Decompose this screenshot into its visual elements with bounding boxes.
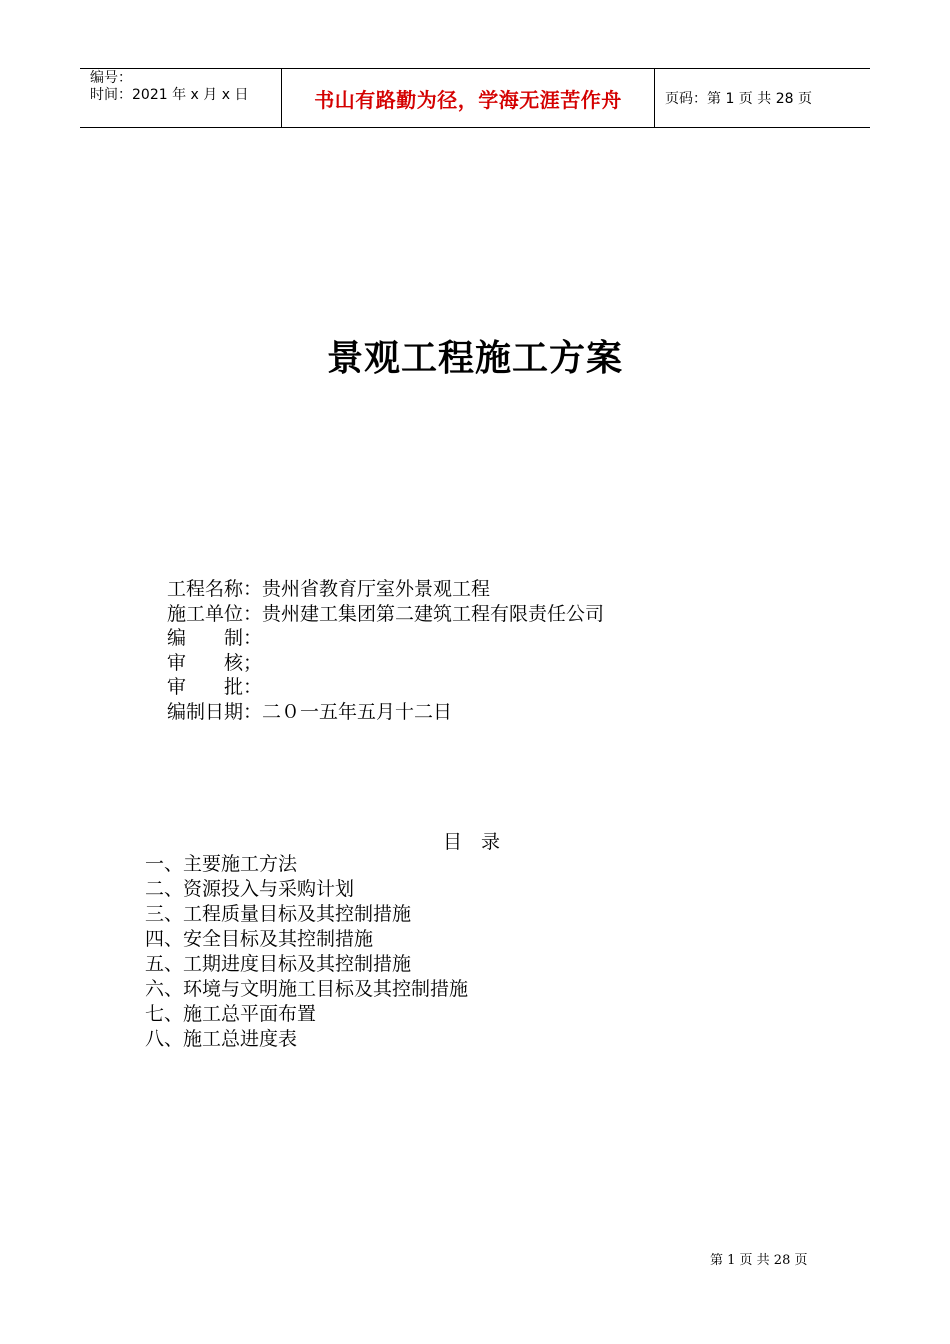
info-construction-unit: 施工单位：贵州建工集团第二建筑工程有限责任公司 [167, 602, 605, 625]
info-project-name: 工程名称：贵州省教育厅室外景观工程 [167, 578, 491, 600]
toc-item[interactable]: 三、工程质量目标及其控制措施 [145, 903, 412, 925]
toc-item[interactable]: 六、环境与文明施工目标及其控制措施 [145, 978, 469, 1000]
header-motto: 书山有路勤为径，学海无涯苦作舟 [314, 87, 622, 112]
toc-title: 目 录 [443, 831, 501, 853]
info-compiled-by: 编 制： [167, 627, 263, 650]
header-motto-cell [282, 69, 655, 127]
project-info [167, 577, 604, 725]
page-footer: 第 1 页 共 28 页 [710, 1253, 808, 1268]
toc-item[interactable]: 四、安全目标及其控制措施 [145, 928, 374, 950]
document-title: 景观工程施工方案 [326, 337, 623, 379]
header-page-cell [655, 69, 870, 127]
header-time-label: 时间：2021 年 x 月 x 日 [90, 87, 249, 103]
info-reviewed-by: 审 核； [167, 651, 263, 674]
toc-item[interactable]: 一、主要施工方法 [145, 853, 298, 875]
toc-item[interactable]: 二、资源投入与采购计划 [145, 878, 355, 900]
toc-item[interactable]: 八、施工总进度表 [145, 1028, 298, 1050]
page-header [80, 68, 870, 128]
header-page-label: 页码：第 1 页 共 28 页 [665, 91, 812, 107]
info-approved-by: 审 批： [167, 676, 263, 699]
header-number-label: 编号： [90, 70, 132, 86]
toc-item[interactable]: 七、施工总平面布置 [145, 1003, 317, 1025]
table-of-contents [145, 852, 468, 1052]
toc-item[interactable]: 五、工期进度目标及其控制措施 [145, 953, 412, 975]
info-compile-date: 编制日期：二０一五年五月十二日 [167, 700, 453, 723]
header-meta-cell [80, 69, 282, 127]
